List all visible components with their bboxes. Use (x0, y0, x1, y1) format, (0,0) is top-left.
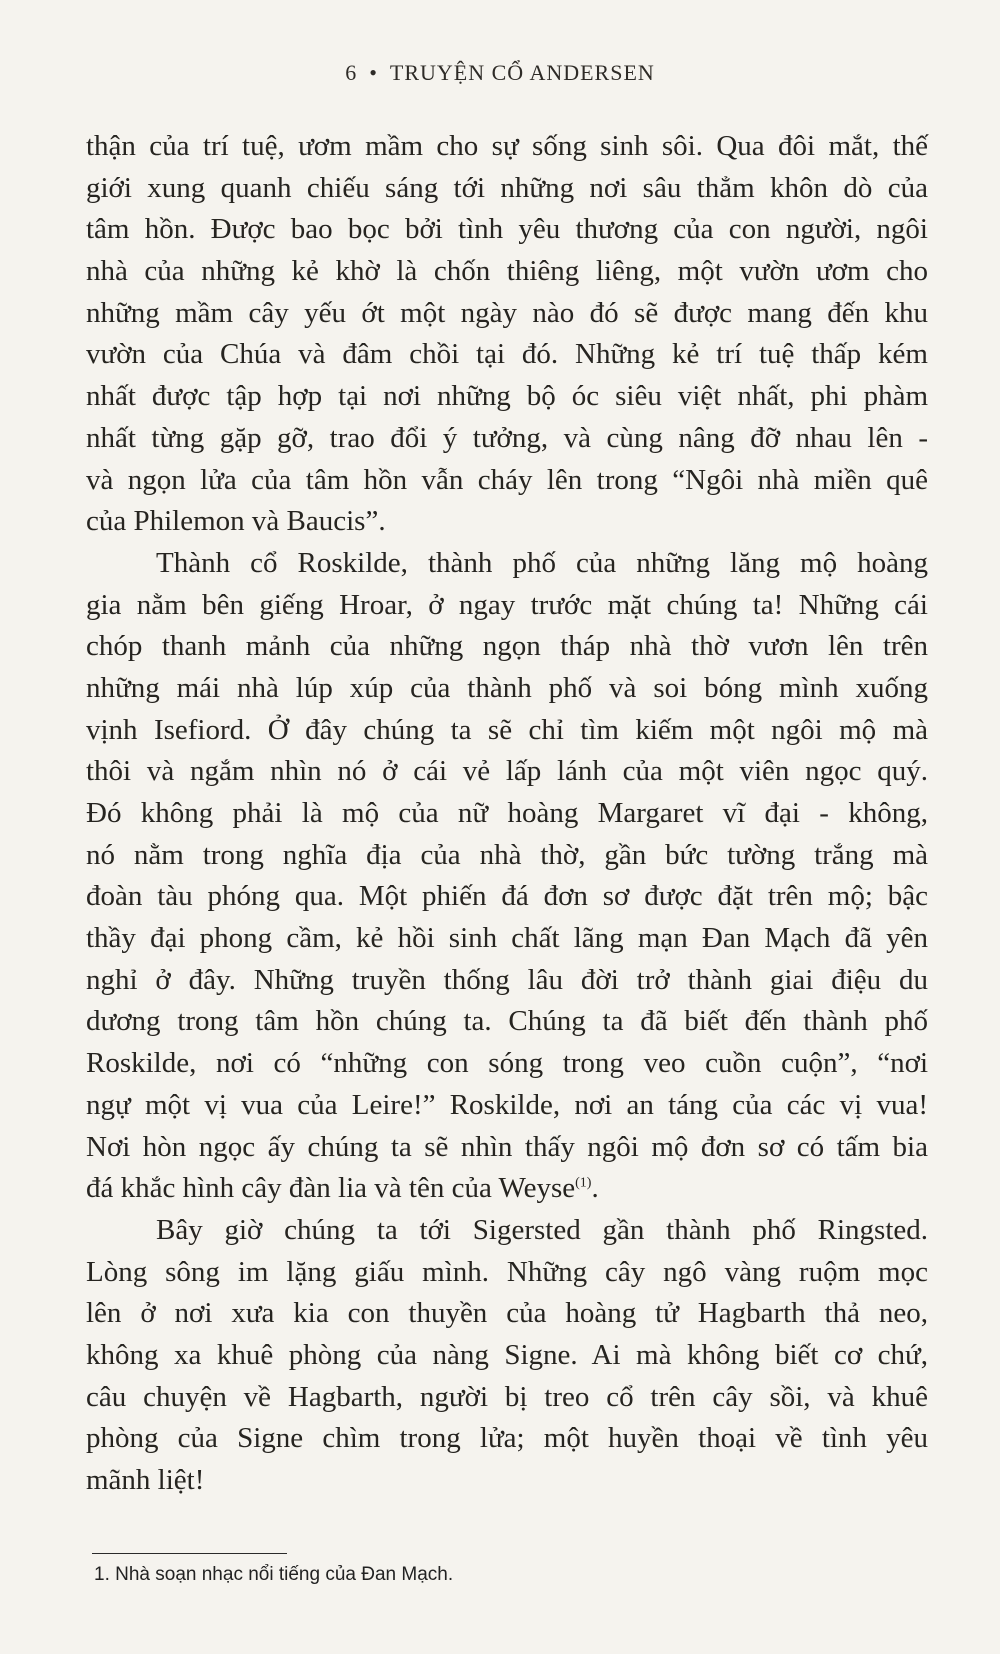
text-line (86, 1127, 928, 1169)
line-text: lên ở nơi xưa kia con thuyền của hoàng tử Hagbarth thả neo, (86, 1297, 928, 1330)
page-number: 6 (345, 60, 358, 85)
text-line (86, 418, 928, 460)
text-line (86, 1335, 928, 1377)
line-text: mãnh liệt! (86, 1464, 205, 1496)
line-text: thôi và ngắm nhìn nó ở cái vẻ lấp lánh của một viên ngọc quý. (86, 755, 928, 788)
text-line (86, 876, 928, 918)
text-line (86, 1043, 928, 1085)
text-line (86, 1377, 928, 1419)
line-text: và ngọn lửa của tâm hồn vẫn cháy lên trong “Ngôi nhà miền quê (86, 463, 928, 496)
line-text: Thành cổ Roskilde, thành phố của những lăng mộ hoàng (156, 546, 928, 579)
footnote: 1. Nhà soạn nhạc nổi tiếng của Đan Mạch. (94, 1564, 454, 1585)
line-text: vịnh Isefiord. Ở đây chúng ta sẽ chỉ tìm kiếm một ngôi mộ mà (86, 713, 928, 746)
text-line (86, 501, 928, 543)
line-text: đoàn tàu phóng qua. Một phiến đá đơn sơ được đặt trên mộ; bậc (86, 880, 928, 913)
line-text: những mầm cây yếu ớt một ngày nào đó sẽ được mang đến khu (86, 296, 928, 329)
text-line (86, 126, 928, 168)
line-text: Đó không phải là mộ của nữ hoàng Margaret vĩ đại - không, (86, 797, 928, 829)
line-text: nhất được tập hợp tại nơi những bộ óc siêu việt nhất, phi phàm (86, 380, 928, 413)
text-line (86, 376, 928, 418)
line-text: thận của trí tuệ, ươm mầm cho sự sống sinh sôi. Qua đôi mắt, thế (86, 130, 928, 162)
text-line (86, 543, 928, 585)
line-text: của Philemon và Baucis”. (86, 505, 386, 538)
text-line (86, 209, 928, 251)
line-text: Bây giờ chúng ta tới Sigersted gần thành phố Ringsted. (156, 1213, 928, 1246)
text-line (86, 626, 928, 668)
paragraph (86, 126, 928, 543)
line-text: chóp thanh mảnh của những ngọn tháp nhà thờ vươn lên trên (86, 630, 928, 663)
footnote-divider (92, 1553, 287, 1554)
text-line (86, 251, 928, 293)
text-line (86, 710, 928, 752)
text-line (86, 668, 928, 710)
text-line (86, 334, 928, 376)
body-text (86, 126, 928, 1502)
line-tail: . (591, 1172, 599, 1205)
line-text: thầy đại phong cầm, kẻ hồi sinh chất lãng mạn Đan Mạch đã yên (86, 922, 928, 955)
line-text: những mái nhà lúp xúp của thành phố và soi bóng mình xuống (86, 671, 928, 704)
text-line (86, 585, 928, 627)
line-text: nghỉ ở đây. Những truyền thống lâu đời trở thành giai điệu du (86, 963, 928, 996)
text-line (86, 1293, 928, 1335)
line-text: phòng của Signe chìm trong lửa; một huyền thoại về tình yêu (86, 1422, 928, 1455)
line-text: tâm hồn. Được bao bọc bởi tình yêu thương của con người, ngôi (86, 213, 928, 246)
text-line (86, 460, 928, 502)
text-line (86, 1085, 928, 1127)
text-line (86, 960, 928, 1002)
text-line (86, 793, 928, 835)
line-text: gia nằm bên giếng Hroar, ở ngay trước mặt chúng ta! Những cái (86, 588, 928, 621)
paragraph (86, 543, 928, 1210)
line-text: Lòng sông im lặng giấu mình. Những cây ngô vàng ruộm mọc (86, 1255, 928, 1288)
text-line (86, 835, 928, 877)
line-text: đá khắc hình cây đàn lia và tên của Weyse (86, 1172, 576, 1205)
line-text: giới xung quanh chiếu sáng tới những nơi sâu thẳm khôn dò của (86, 171, 928, 204)
line-text: ngự một vị vua của Leire!” Roskilde, nơi an táng của các vị vua! (86, 1088, 928, 1121)
text-line (86, 1001, 928, 1043)
text-line (86, 1168, 928, 1210)
text-line (86, 168, 928, 210)
text-line (86, 293, 928, 335)
paragraph (86, 1210, 928, 1502)
line-text: nó nằm trong nghĩa địa của nhà thờ, gần bức tường trắng mà (86, 838, 928, 871)
line-text: nhất từng gặp gỡ, trao đổi ý tưởng, và cùng nâng đỡ nhau lên - (86, 421, 928, 454)
text-line (86, 1210, 928, 1252)
line-text: nhà của những kẻ khờ là chốn thiêng liêng, một vườn ươm cho (86, 255, 928, 288)
line-text: câu chuyện về Hagbarth, người bị treo cổ trên cây sồi, và khuê (86, 1380, 928, 1413)
line-text: vườn của Chúa và đâm chồi tại đó. Những kẻ trí tuệ thấp kém (86, 338, 928, 371)
running-header (0, 60, 1000, 86)
line-text: không xa khuê phòng của nàng Signe. Ai mà không biết cơ chứ, (86, 1338, 928, 1371)
text-line (86, 1252, 928, 1294)
line-text: Nơi hòn ngọc ấy chúng ta sẽ nhìn thấy ngôi mộ đơn sơ có tấm bia (86, 1130, 928, 1163)
book-title: TRUYỆN CỔ ANDERSEN (389, 60, 655, 85)
footnote-reference: (1) (575, 1175, 592, 1191)
text-line (86, 751, 928, 793)
header-separator: • (369, 60, 378, 85)
line-text: dương trong tâm hồn chúng ta. Chúng ta đã biết đến thành phố (86, 1005, 928, 1038)
text-line (86, 918, 928, 960)
line-text: Roskilde, nơi có “những con sóng trong veo cuồn cuộn”, “nơi (86, 1047, 928, 1080)
text-line (86, 1460, 928, 1502)
text-line (86, 1418, 928, 1460)
